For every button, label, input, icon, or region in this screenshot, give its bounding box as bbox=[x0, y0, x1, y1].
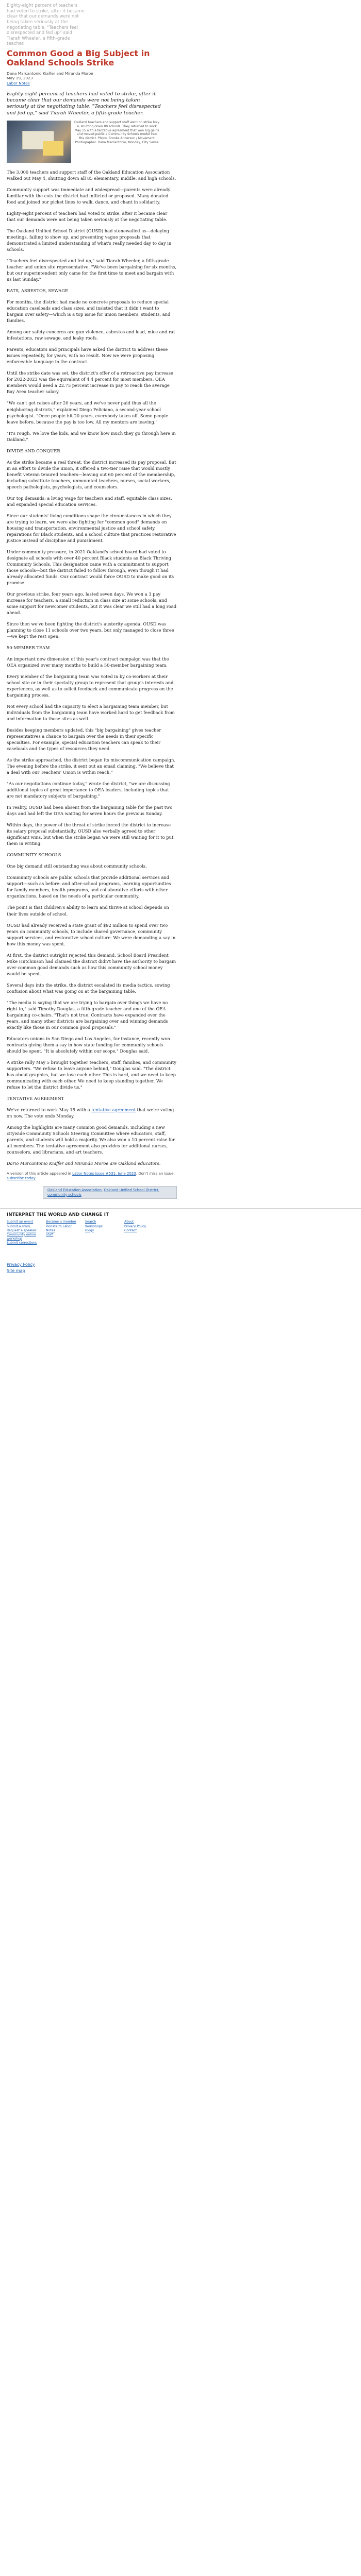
paragraph: Until the strike date was set, the district's offer of a retroactive pay increase for 2022-2023 was the equivalent of 4.4 percent for most members. OEA members would need a 22.75 percent increase in pay to reach the average Bay Area teacher salary. bbox=[7, 370, 173, 395]
paragraph-text: that we're voting on now. The vote ends Monday. bbox=[7, 1107, 174, 1118]
paragraph: In reality, OUSD had been absent from the bargaining table for the past two days and had left the OEA waiting for seven hours the previous Sunday. bbox=[7, 805, 173, 817]
footer-link[interactable]: Become a member bbox=[46, 1220, 76, 1224]
paragraph: Since our students' living conditions shape the circumstances in which they are trying to learn, we were also fighting for "common good" demands on housing and transportation, environmental justice and school safety, reparations for Black students, and a school culture that practices restorative justice instead of discipline and punishment. bbox=[7, 513, 176, 543]
paragraph: The 3,000 teachers and support staff of the Oakland Education Association walked out May 4, shutting down all 85 elementary, middle, and high schools. bbox=[7, 170, 176, 181]
footer-link[interactable]: Search bbox=[85, 1220, 96, 1224]
footer-link[interactable]: Request a speaker bbox=[7, 1228, 37, 1232]
paragraph: "We can't get raises after 20 years, and we've never paid thus all the neighboring districts," explained Diego Feliciano, a second-year school psychologist. "Once people hit 20 years, everybody takes off. Some people leave before, because the pay is too low. All my mentors are leaving." bbox=[7, 400, 169, 425]
paragraph: The Oakland Unified School District (OUSD) had stonewalled us—delaying meetings, failing to show up, and presenting vague proposals that demonstrated a limited understanding of what's really needed day to day in schools. bbox=[7, 228, 172, 252]
paragraph: The point is that children's ability to learn and thrive at school depends on their lives outside of school. bbox=[7, 905, 169, 917]
footer-interpret bbox=[0, 1208, 361, 1274]
privacy-policy-link[interactable]: Privacy Policy bbox=[7, 1262, 35, 1267]
paragraph: Community schools are public schools that provide additional services and support—such as before- and after-school programs, learning opportunities for family members, health programs, and collaborative efforts with other organizations, based on the needs of a particular community. bbox=[7, 875, 171, 899]
footer-link[interactable]: Staff bbox=[46, 1232, 54, 1236]
paragraph: Eighty-eight percent of teachers had voted to strike, after it became clear that our demands were not being taken seriously at the negotiating table. bbox=[7, 211, 168, 223]
footer-link[interactable]: Community online workshop bbox=[7, 1232, 36, 1241]
tag-box: Oakland Education Association, Oakland Unified School District, community schools bbox=[43, 1186, 177, 1199]
paragraph: Among the highlights are many common good demands, including a new citywide Community Schools Steering Committee where educators, staff, parents, and students will hold a majority. We also won a 10 percent raise for all members. The tentative agreement also provides for additional nurses, counselors, and librarians, and art teachers. bbox=[7, 1124, 175, 1155]
paragraph: "Teachers feel disrespected and fed up," said Tiarah Wheeler, a fifth-grade teacher and union site representative. "We've been bargaining for six months, but our superintendent only came for the first time to meet and bargain with us last Sunday." bbox=[7, 258, 177, 282]
footnote-mid: . Don't miss an issue, bbox=[136, 1172, 175, 1176]
paragraph: At first, the district outright rejected this demand. School Board President Mike Hutchinson had claimed the district didn't have the authority to bargain over common good demands such as how this community school money would be spent. bbox=[7, 952, 176, 976]
byline-date: May 19, 2023 bbox=[7, 76, 33, 81]
section-heading: TENTATIVE AGREEMENT bbox=[7, 1095, 64, 1101]
article-body bbox=[7, 169, 177, 1166]
subscribe-link[interactable]: subscribe today bbox=[7, 1176, 36, 1181]
site-map-link[interactable]: Site map bbox=[7, 1268, 25, 1273]
paragraph bbox=[7, 1107, 177, 1119]
tentative-agreement-link[interactable]: tentative agreement bbox=[91, 1107, 136, 1112]
paragraph: For months, the district had made no concrete proposals to reduce special education caseloads and class sizes, and insisted that it didn't want to bargain over safety—which is a top issue for union members, students, and families. bbox=[7, 299, 171, 324]
section-heading: RATS, ASBESTOS, SEWAGE bbox=[7, 288, 69, 294]
footer-link[interactable]: Donate to Labor Notes bbox=[46, 1224, 72, 1232]
paragraph: "As our negotiations continue today," wrote the district, "we are discussing additional topics of great importance to OEA leaders, including topics that are not mandatory subjects of bargaining." bbox=[7, 781, 170, 799]
tag-link[interactable]: Oakland Unified School District bbox=[104, 1188, 158, 1193]
photo-caption: Oakland teachers and support staff went on strike May 4, shutting down 80 schools. They returned to work May 15 with a tentative agreement that won big gains and moved public a Community Schools model into the district. Photo: Brooke Anderson / Movement Photographer. Dana Marcantonio, Monday, City Sense bbox=[74, 121, 160, 145]
footer-link[interactable]: Contact bbox=[124, 1228, 137, 1232]
byline bbox=[7, 71, 177, 86]
photo-sign-2 bbox=[43, 141, 63, 156]
footer-link[interactable]: Submit corrections bbox=[7, 1241, 37, 1245]
footer-column bbox=[124, 1220, 159, 1245]
ghost-lede: Eighty-eight percent of teachers had voted to strike, after it became clear that our demands were not being taken seriously at the negotiating table. "Teachers feel disrespected and fed up" said Tiarah Wheeler, a fifth-grade teacher. bbox=[7, 3, 85, 47]
photo-block bbox=[7, 121, 177, 163]
page bbox=[0, 0, 361, 1274]
paragraph: Among our safety concerns are gun violence, asbestos and lead, mice and rat infestations, raw sewage, and leaky roofs. bbox=[7, 329, 175, 341]
paragraph: A strike rally May 5 brought together teachers, staff, families, and community supporters. "We refuse to leave anyone behind," Douglas said. "The district has about graphics, but we love each other. This is hard, and we need to keep communicating with each other. We need to keep standing together. We refuse to let the district divide us." bbox=[7, 1059, 176, 1090]
footer-link[interactable]: Workshops bbox=[85, 1224, 103, 1228]
section-heading: 50-MEMBER TEAM bbox=[7, 645, 50, 650]
paragraph: An important new dimension of this year's contract campaign was that the OEA organized over many months to build a 50-member bargaining team. bbox=[7, 656, 169, 668]
paragraph: Our top demands: a living wage for teachers and staff, equitable class sizes, and expanded special education services. bbox=[7, 495, 172, 507]
footnote-issue-link[interactable]: Labor Notes issue #531, June 2023 bbox=[72, 1172, 136, 1176]
paragraph: Community support was immediate and widespread—parents were already familiar with the cuts the district had inflicted or proposed. Many donated food and joined our picket lines to walk, dance, and chant in solidarity. bbox=[7, 187, 171, 205]
paragraph: One big demand still outstanding was about community schools. bbox=[7, 863, 147, 869]
footer-column bbox=[46, 1220, 81, 1245]
paragraph: Our previous strike, four years ago, lasted seven days. We won a 3 pay increase for teachers, a small reduction in class size at some schools, and some support for newcomer students, but it was clear we still had a long road ahead. bbox=[7, 591, 177, 615]
footer-column bbox=[7, 1220, 42, 1245]
paragraph: Not every school had the capacity to elect a bargaining team member, but individuals from the bargaining team have worked hard to get feedback from and information to those sites as well. bbox=[7, 704, 175, 722]
footer-link[interactable]: Privacy Policy bbox=[124, 1224, 146, 1228]
paragraph: Under community pressure, in 2021 Oakland's school board had voted to designate all schools with over 40 percent Black students as Black Thriving Community Schools. This designation came with a commitment to support those schools—but the district failed to follow through, even though it had already allocated funds. Our contract would force OUSD to make good on its promise. bbox=[7, 549, 174, 585]
footer-link[interactable]: Submit a story bbox=[7, 1224, 30, 1228]
paragraph: Parents, educators and principals have asked the district to address these issues repeatedly, for years, with no result. Now we were proposing enforceable language in the contract. bbox=[7, 347, 168, 365]
bottom-links bbox=[7, 1262, 361, 1274]
article-container bbox=[7, 0, 177, 1206]
footer-column bbox=[85, 1220, 120, 1245]
footer-columns bbox=[7, 1220, 361, 1245]
paragraph: OUSD had already received a state grant of $92 million to spend over two years on community schools, to include shared governance, community support services, and restorative school culture. We were demanding a say in how this money was spent. bbox=[7, 922, 176, 946]
paragraph-text: We've returned to work May 15 with a bbox=[7, 1107, 92, 1112]
paragraph: Besides keeping members updated, this "big bargaining" gives teacher representatives a chance to bargain over the needs in their specific specialties. For example, special education teachers can speak to their caseloads and the types of resources they need. bbox=[7, 727, 161, 752]
footnote bbox=[7, 1172, 177, 1181]
footer-link[interactable]: About bbox=[124, 1220, 134, 1224]
article-lede: Eighty-eight percent of teachers had voted to strike, after it became clear that our demands were not being taken seriously at the negotiating table. "Teachers feel disrespected and fed up," said Tiarah Wheeler, a fifth-grade teacher. bbox=[7, 91, 161, 116]
paragraph: As the strike became a real threat, the district increased its pay proposal. But in an effort to divide the union, it offered a two-tier raise that would mostly benefit veteran tenured teachers—leaving out 60 percent of the membership, including substitute teachers, unmounted teachers, nurses, social workers, speech pathologists, psychologists, and counselors. bbox=[7, 459, 176, 489]
paragraph: Educators unions in San Diego and Los Angeles, for instance, recently won contracts giving them a say in how state funding for community schools should be spent. "It is absolutely within our scope," Douglas said. bbox=[7, 1036, 170, 1054]
author-signoff: Dario Marcantonio Kiaffer and Miranda Moroe are Oakland educators. bbox=[7, 1161, 161, 1166]
paragraph: Since then we've been fighting the district's austerity agenda. OUSD was planning to close 11 schools over two years, but only managed to close three—we kept the rest open. bbox=[7, 621, 174, 639]
section-heading: COMMUNITY SCHOOLS bbox=[7, 852, 61, 858]
paragraph: Within days, the power of the threat of strike forced the district to increase its salary proposal substantially. OUSD also verbally agreed to other significant wins, but when the strike began we were still waiting for it to put them in writing. bbox=[7, 822, 174, 846]
paragraph: Every member of the bargaining team was voted in by co-workers at their school site or in their specialty group to represent that group's interests and experiences, as well as to solicit feedback and communicate progress on the bargaining process. bbox=[7, 674, 174, 698]
tag-link[interactable]: Oakland Education Association bbox=[47, 1188, 102, 1193]
byline-authors: Dana Marcantonio Kiaffer and Miranda Moroe bbox=[7, 71, 93, 76]
section-heading: DIVIDE AND CONQUER bbox=[7, 448, 60, 453]
strike-photo bbox=[7, 121, 71, 163]
footer-heading: INTERPRET THE WORLD AND CHANGE IT bbox=[7, 1212, 109, 1218]
article-title: Common Good a Big Subject in Oakland Schools Strike bbox=[7, 48, 150, 68]
paragraph: As the strike approached, the district began its miscommunication campaign. The evening before the strike, it sent out an email claiming, "We believe that a deal with our Teachers' Union is within reach." bbox=[7, 757, 175, 775]
paragraph: Several days into the strike, the district escalated its media tactics, sowing confusion about what was going on at the bargaining table. bbox=[7, 982, 170, 994]
paragraph: "The media is saying that we are trying to bargain over things we have no right to," said Timothy Douglas, a fifth-grade teacher and one of the OEA bargaining co-chairs. "That's not true. Contracts have expanded over the years, and many other districts are bargaining over and winning demands exactly like those in our common good proposals." bbox=[7, 999, 168, 1030]
footer-link[interactable]: Blogs bbox=[85, 1228, 94, 1232]
footer-link[interactable]: Submit an event bbox=[7, 1220, 34, 1224]
byline-section-link[interactable]: Labor Notes bbox=[7, 81, 30, 86]
footnote-lead: A version of this article appeared in bbox=[7, 1172, 73, 1176]
paragraph: "It's rough. We love the kids, and we know how much they go through here in Oakland." bbox=[7, 430, 176, 442]
tag-link[interactable]: community schools bbox=[47, 1192, 81, 1197]
